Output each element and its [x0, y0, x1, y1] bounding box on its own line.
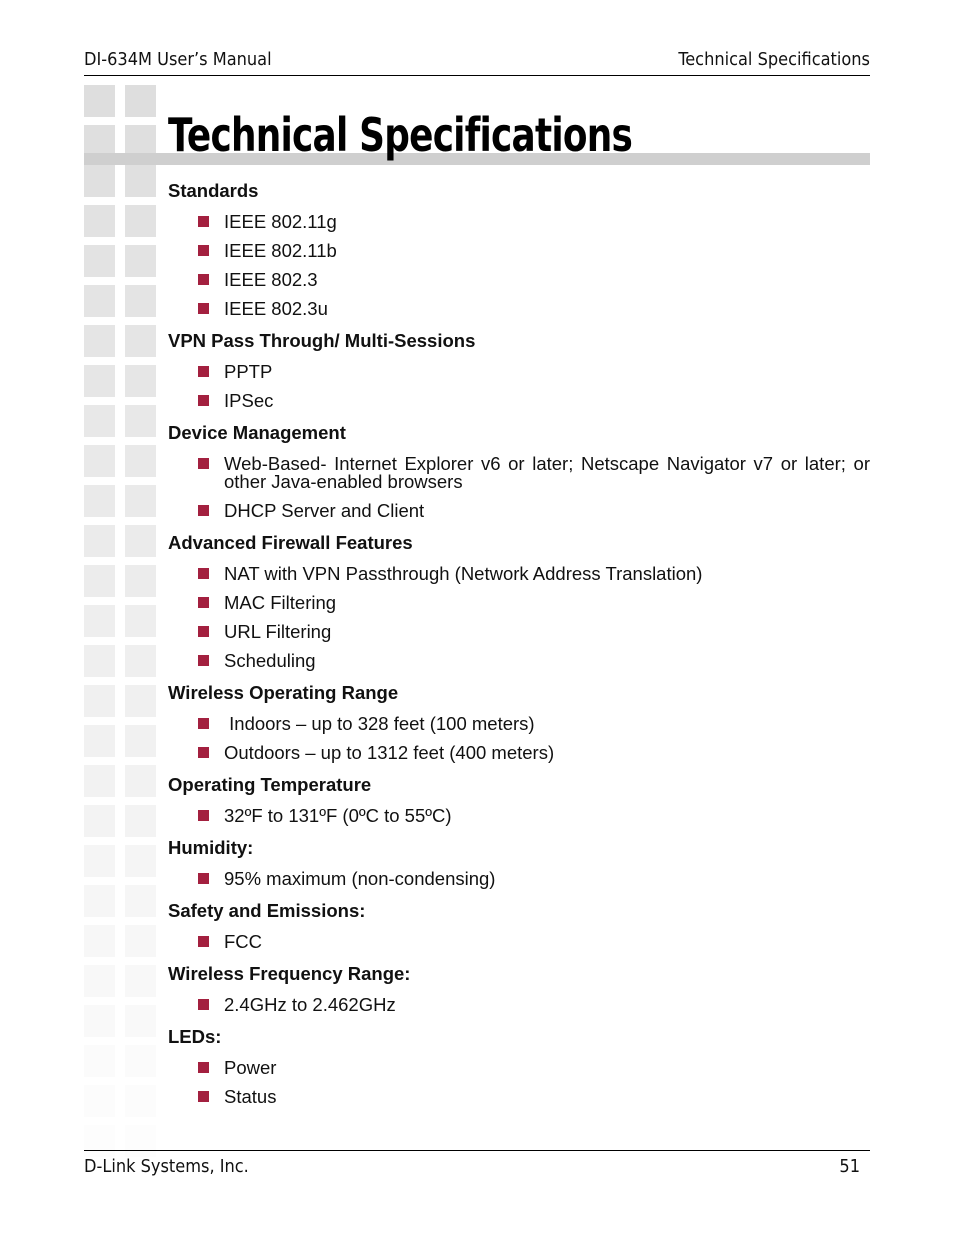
list-item-text: MAC Filtering — [224, 592, 337, 613]
list-item — [168, 996, 870, 1014]
list-item — [168, 652, 870, 670]
list-item-text: Status — [224, 1086, 277, 1107]
square-bullet-icon — [198, 274, 209, 285]
square-bullet-icon — [198, 568, 209, 579]
decorative-square — [125, 765, 156, 797]
list-item — [168, 870, 870, 888]
square-bullet-icon — [198, 1091, 209, 1102]
list-item-text: FCC — [224, 931, 263, 952]
list-item — [168, 594, 870, 612]
decorative-square — [125, 205, 156, 237]
decorative-square — [125, 885, 156, 917]
spec-section — [168, 774, 870, 825]
square-bullet-icon — [198, 747, 209, 758]
square-bullet-icon — [198, 216, 209, 227]
page-title: Technical Specifications — [168, 108, 633, 162]
spec-item-list — [168, 807, 870, 825]
decorative-square — [84, 525, 115, 557]
spec-item-list — [168, 565, 870, 670]
decorative-square — [84, 925, 115, 957]
decorative-square — [125, 605, 156, 637]
list-item-text: Web-Based- Internet Explorer v6 or later; Netscape Navigator v7 or later; or other Java-enabled browsers — [224, 453, 876, 492]
decorative-square — [84, 205, 115, 237]
list-item-text: IEEE 802.3 — [224, 269, 318, 290]
square-bullet-icon — [198, 505, 209, 516]
decorative-square — [84, 1005, 115, 1037]
list-item — [168, 213, 870, 231]
spec-section — [168, 837, 870, 888]
decorative-square — [84, 1085, 115, 1117]
square-bullet-icon — [198, 810, 209, 821]
page-footer — [84, 1150, 870, 1181]
section-heading: Device Management — [168, 422, 346, 443]
spec-section — [168, 180, 870, 318]
list-item — [168, 392, 870, 410]
spec-section — [168, 1026, 870, 1106]
list-item-text: 2.4GHz to 2.462GHz — [224, 994, 396, 1015]
list-item-text: IPSec — [224, 390, 274, 411]
list-item-text: 95% maximum (non-condensing) — [224, 868, 496, 889]
decorative-square — [84, 365, 115, 397]
section-heading: Operating Temperature — [168, 774, 372, 795]
square-bullet-icon — [198, 303, 209, 314]
specifications-list — [168, 180, 876, 1107]
square-bullet-icon — [198, 458, 209, 469]
list-item-text: Power — [224, 1057, 277, 1078]
running-header — [84, 47, 870, 76]
list-item — [168, 502, 870, 520]
spec-section — [168, 532, 870, 670]
decorative-square — [84, 605, 115, 637]
list-item — [168, 1088, 870, 1106]
decorative-square — [125, 685, 156, 717]
list-item — [168, 363, 870, 381]
spec-item-list — [168, 363, 870, 410]
list-item — [168, 565, 870, 583]
decorative-square — [125, 925, 156, 957]
decorative-square — [84, 285, 115, 317]
spec-section — [168, 330, 870, 410]
section-heading: Wireless Operating Range — [168, 682, 399, 703]
section-heading: Advanced Firewall Features — [168, 532, 413, 553]
list-item-text: IEEE 802.11g — [224, 211, 337, 232]
list-item-text: PPTP — [224, 361, 273, 382]
decorative-square — [84, 85, 115, 117]
list-item — [168, 242, 870, 260]
decorative-square-pattern — [84, 85, 159, 1150]
list-item-text: Indoors – up to 328 feet (100 meters) — [224, 713, 535, 734]
square-bullet-icon — [198, 999, 209, 1010]
square-bullet-icon — [198, 936, 209, 947]
spec-item-list — [168, 996, 870, 1014]
decorative-square — [84, 725, 115, 757]
spec-item-list — [168, 870, 870, 888]
section-heading: Wireless Frequency Range: — [168, 963, 411, 984]
decorative-square — [125, 805, 156, 837]
section-heading: LEDs: — [168, 1026, 222, 1047]
decorative-square — [125, 965, 156, 997]
decorative-square — [125, 285, 156, 317]
decorative-square — [84, 245, 115, 277]
decorative-square — [125, 405, 156, 437]
decorative-square — [125, 1045, 156, 1077]
square-bullet-icon — [198, 626, 209, 637]
list-item — [168, 271, 870, 289]
list-item — [168, 1059, 870, 1077]
spec-section — [168, 422, 876, 521]
list-item — [168, 807, 870, 825]
decorative-square — [125, 485, 156, 517]
decorative-square — [84, 1045, 115, 1077]
decorative-square — [84, 485, 115, 517]
decorative-square — [125, 165, 156, 197]
decorative-square — [125, 1085, 156, 1117]
spec-item-list — [168, 1059, 870, 1106]
square-bullet-icon — [198, 873, 209, 884]
spec-section — [168, 900, 870, 951]
section-heading: Humidity: — [168, 837, 254, 858]
decorative-square — [125, 365, 156, 397]
square-bullet-icon — [198, 395, 209, 406]
decorative-square — [125, 85, 156, 117]
header-manual-title: DI-634M User’s Manual — [84, 49, 272, 70]
spec-item-list — [168, 453, 876, 521]
decorative-square — [125, 1005, 156, 1037]
decorative-square — [84, 765, 115, 797]
decorative-square — [125, 565, 156, 597]
square-bullet-icon — [198, 655, 209, 666]
decorative-square — [84, 645, 115, 677]
footer-company: D-Link Systems, Inc. — [84, 1156, 249, 1177]
decorative-square — [84, 445, 115, 477]
decorative-square — [84, 685, 115, 717]
decorative-square — [125, 245, 156, 277]
list-item-text: URL Filtering — [224, 621, 332, 642]
square-bullet-icon — [198, 718, 209, 729]
list-item — [168, 744, 870, 762]
spec-section — [168, 963, 870, 1014]
list-item-text: DHCP Server and Client — [224, 500, 425, 521]
list-item — [168, 933, 870, 951]
decorative-square — [84, 965, 115, 997]
decorative-square — [125, 325, 156, 357]
spec-item-list — [168, 933, 870, 951]
square-bullet-icon — [198, 245, 209, 256]
spec-item-list — [168, 715, 870, 762]
list-item-text: NAT with VPN Passthrough (Network Address Translation) — [224, 563, 703, 584]
list-item — [168, 300, 870, 318]
decorative-square — [125, 725, 156, 757]
list-item-text: Outdoors – up to 1312 feet (400 meters) — [224, 742, 555, 763]
decorative-square — [84, 565, 115, 597]
spec-section — [168, 682, 870, 762]
list-item — [168, 623, 870, 641]
list-item-text: Scheduling — [224, 650, 316, 671]
decorative-square — [84, 805, 115, 837]
decorative-square — [84, 885, 115, 917]
section-heading: Standards — [168, 180, 259, 201]
decorative-square — [84, 405, 115, 437]
square-bullet-icon — [198, 597, 209, 608]
spec-item-list — [168, 213, 870, 318]
header-section-title: Technical Specifications — [678, 49, 870, 70]
section-heading: VPN Pass Through/ Multi-Sessions — [168, 330, 476, 351]
decorative-square — [125, 525, 156, 557]
decorative-square — [84, 325, 115, 357]
section-heading: Safety and Emissions: — [168, 900, 366, 921]
decorative-square — [84, 845, 115, 877]
decorative-square — [125, 845, 156, 877]
decorative-square — [125, 645, 156, 677]
decorative-square — [84, 165, 115, 197]
list-item-text: IEEE 802.3u — [224, 298, 328, 319]
list-item-text: IEEE 802.11b — [224, 240, 337, 261]
square-bullet-icon — [198, 1062, 209, 1073]
square-bullet-icon — [198, 366, 209, 377]
decorative-square — [125, 445, 156, 477]
list-item — [168, 453, 876, 492]
page-number: 51 — [839, 1156, 860, 1177]
list-item — [168, 715, 870, 733]
list-item-text: 32ºF to 131ºF (0ºC to 55ºC) — [224, 805, 452, 826]
